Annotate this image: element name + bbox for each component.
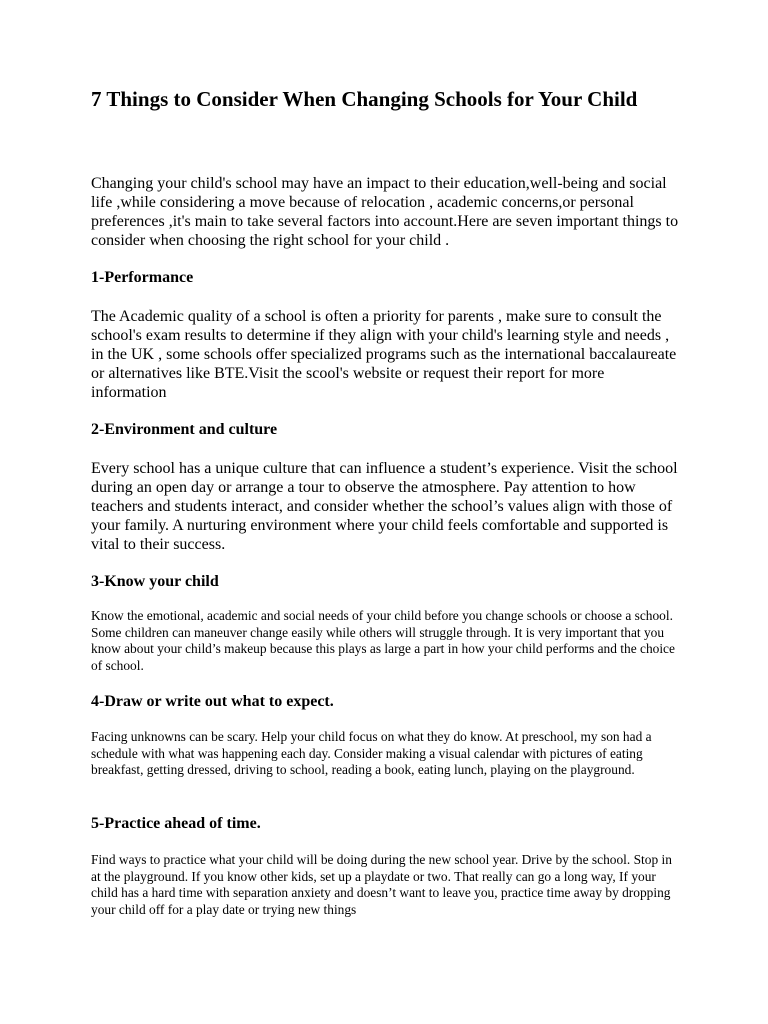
intro-paragraph: Changing your child's school may have an impact to their education,well-being and social life ,while considering a move because of relocation , academic concerns,or personal preferences ,it's main to take several factors into account.Here are seven important things to consider when choosing the right school for your child . [91,175,679,249]
section-body-expect: Facing unknowns can be scary. Help your child focus on what they do know. At preschool, my son had a schedule with what was happening each day. Consider making a visual calendar with pictures of eating breakfast, getting dressed, driving to school, reading a book, eating lunch, playing on the playground. [91,729,652,778]
document-title: 7 Things to Consider When Changing Schools for Your Child [91,87,638,111]
section-heading-practice: 5-Practice ahead of time. [91,815,261,832]
section-body-practice: Find ways to practice what your child will be doing during the new school year. Drive by the school. Stop in at the playground. If you know other kids, set up a playdate or two. That really can go a long way, If your child has a hard time with separation anxiety and doesn’t want to leave you, practice time away by dropping your child off for a play date or trying new things [91,852,672,917]
section-heading-performance: 1-Performance [91,269,194,286]
section-body-know-child: Know the emotional, academic and social needs of your child before you change schools or choose a school. Some children can maneuver change easily while others will struggle through. It is very important that you know about your child’s makeup because this plays as large a part in how your child performs and the choice of school. [91,608,675,673]
section-heading-know-child: 3-Know your child [91,573,219,590]
section-heading-expect: 4-Draw or write out what to expect. [91,693,334,710]
section-body-performance: The Academic quality of a school is often a priority for parents , make sure to consult the school's exam results to determine if they align with your child's learning style and needs , in the UK , some schools offer specialized programs such as the international baccalaureate or alternatives like BTE.Visit the scool's website or request their report for more information [91,308,677,401]
section-body-environment: Every school has a unique culture that can influence a student’s experience. Visit the school during an open day or arrange a tour to observe the atmosphere. Pay attention to how teachers and students interact, and consider whether the school’s values align with those of your family. A nurturing environment where your child feels comfortable and supported is vital to their success. [91,460,678,553]
section-heading-environment: 2-Environment and culture [91,421,278,438]
